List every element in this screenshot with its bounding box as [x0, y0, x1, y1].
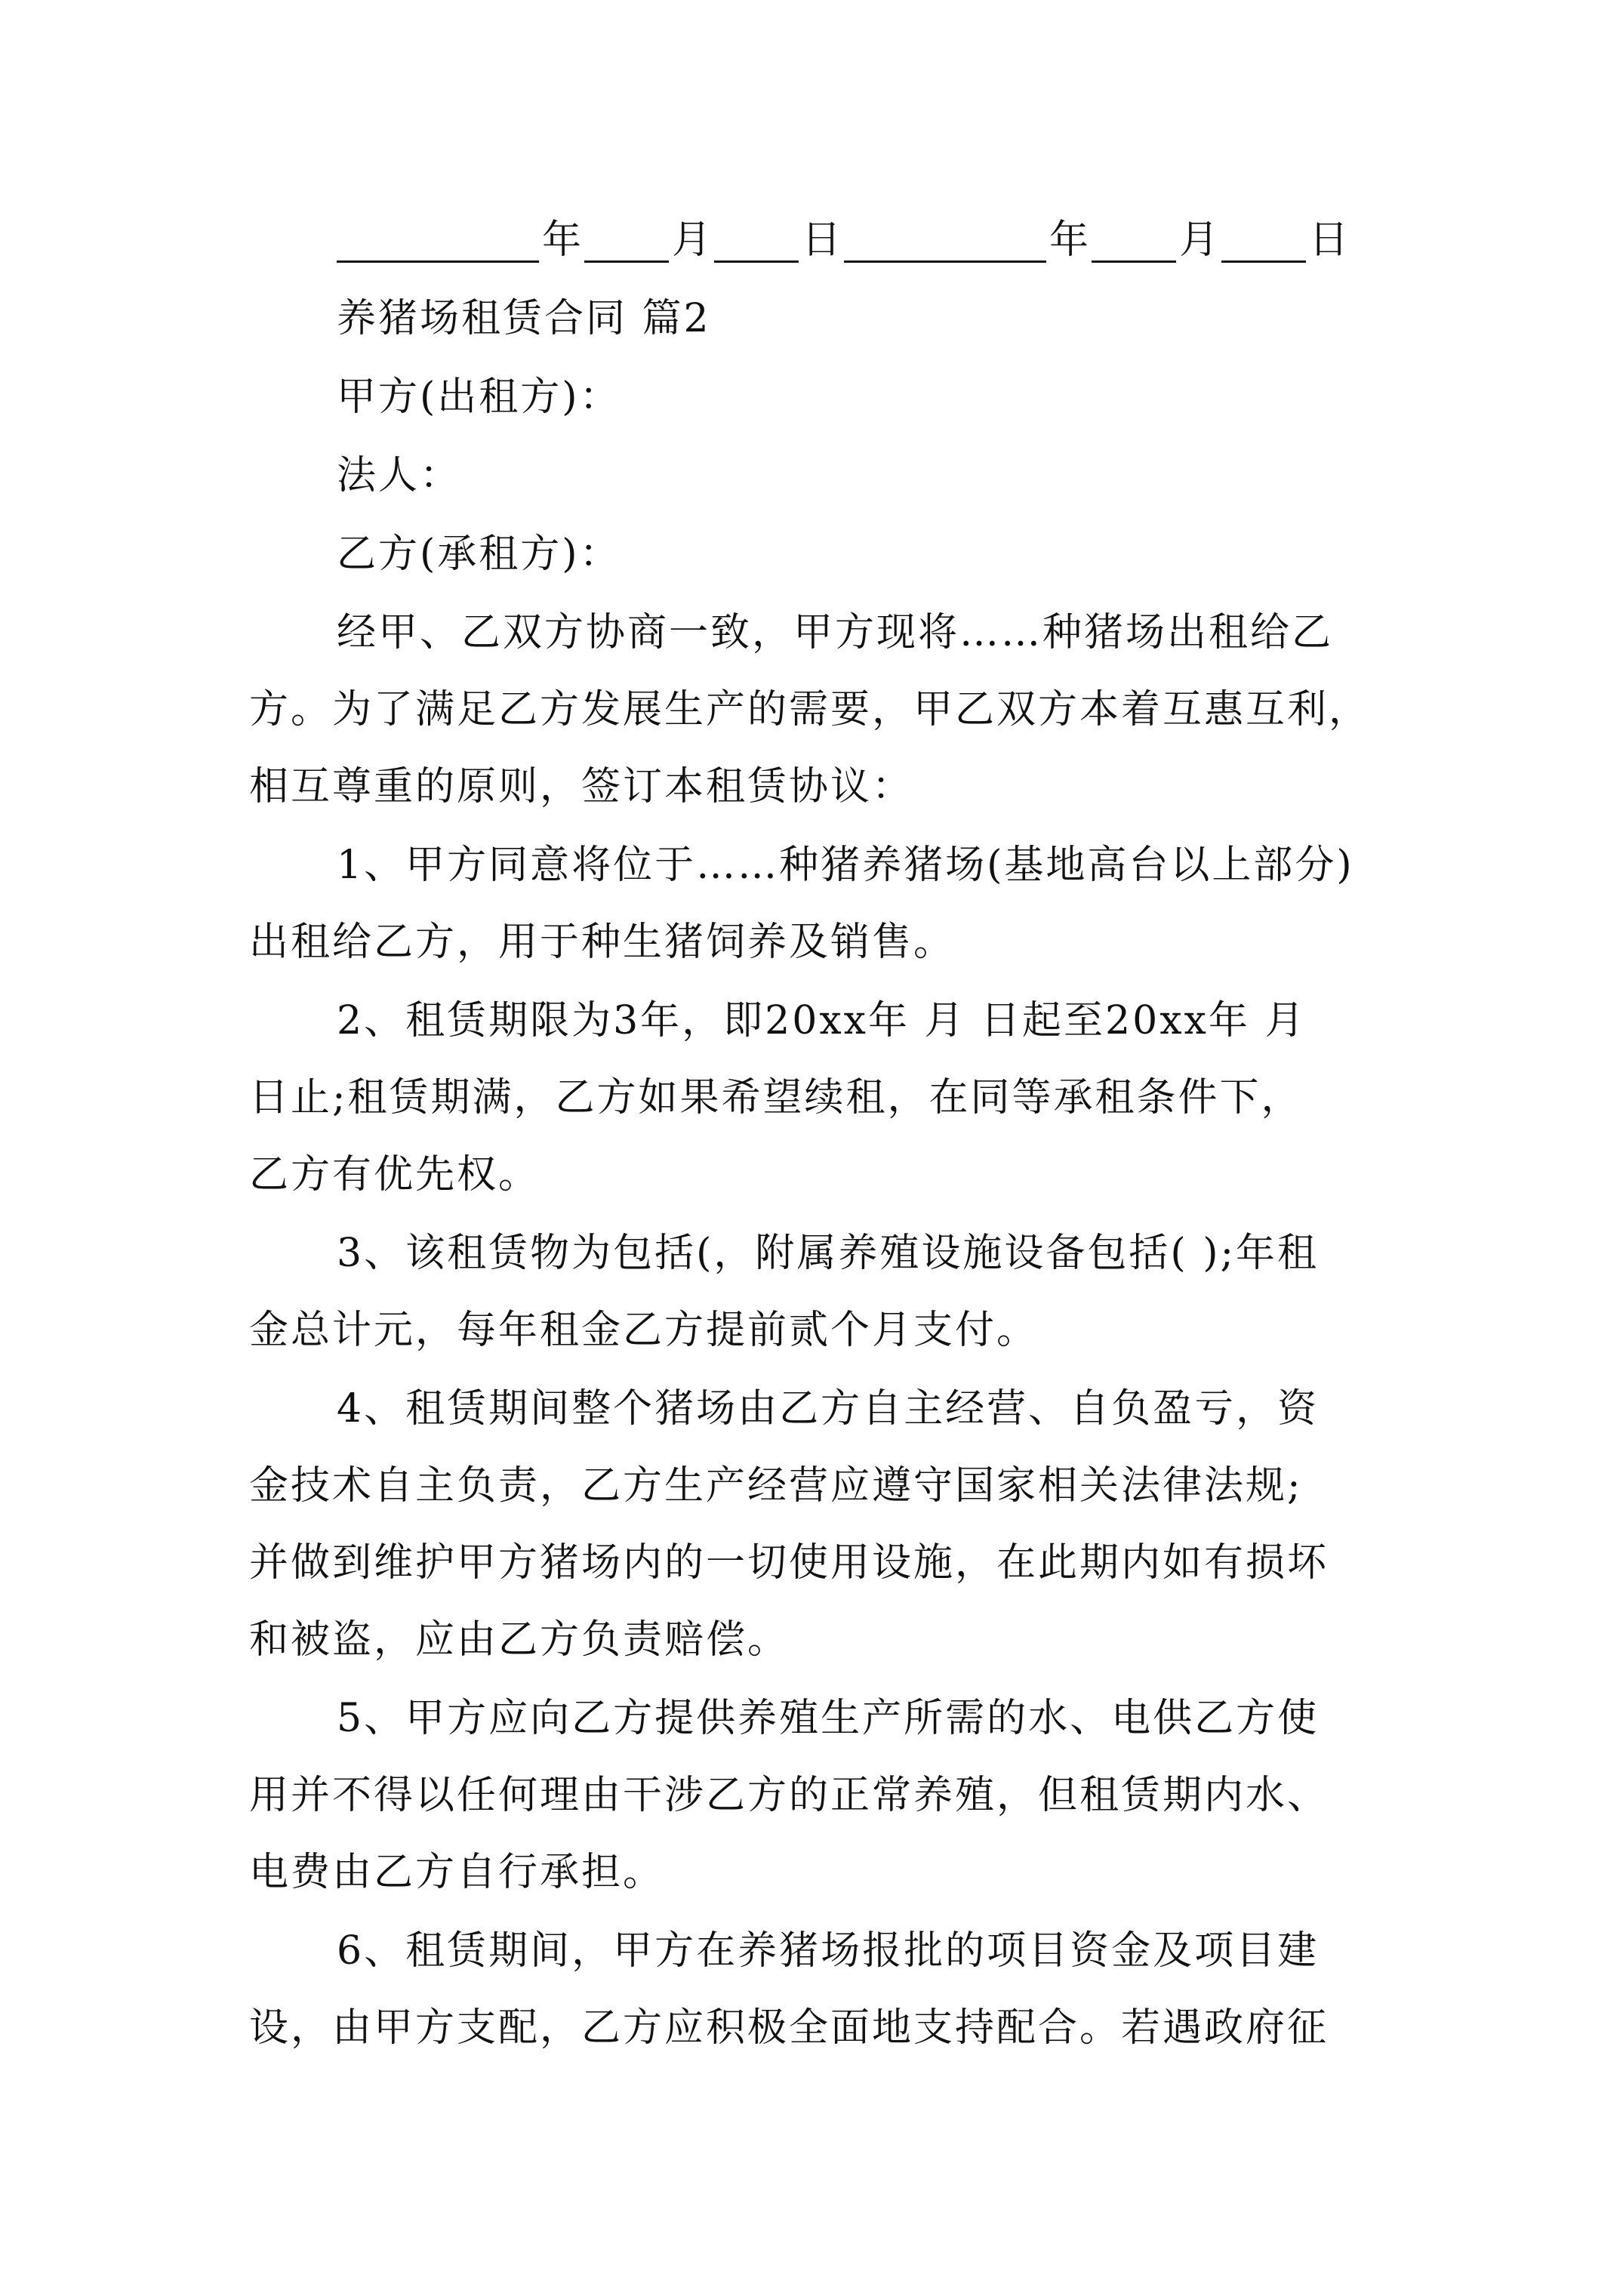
date-signature-line: [337, 217, 1351, 263]
month-blank-1: [584, 221, 669, 263]
clause-5-line: 电费由乙方自行承担。: [249, 1850, 665, 1895]
clause-2-line: 乙方有优先权。: [249, 1152, 540, 1197]
clause-6-line: 6、租赁期间，甲方在养猪场报批的项目资金及项目建: [337, 1928, 1320, 1974]
section-heading: 养猪场租赁合同 篇2: [337, 296, 711, 341]
month-label-2: 月: [1179, 217, 1219, 263]
year-label-2: 年: [1049, 217, 1089, 263]
lessee-label: 乙方(承租方)：: [337, 532, 621, 577]
clause-4-line: 4、租赁期间整个猪场由乙方自主经营、自负盈亏，资: [337, 1386, 1320, 1432]
clause-2-line: 日止;租赁期满，乙方如果希望续租，在同等承租条件下，: [249, 1075, 1303, 1120]
clause-4-line: 并做到维护甲方猪场内的一切使用设施，在此期内如有损坏: [249, 1540, 1329, 1586]
clause-1-line: 1、甲方同意将位于……种猪养猪场(基地高台以上部分): [337, 843, 1354, 888]
body-line: 相互尊重的原则，签订本租赁协议：: [249, 764, 914, 809]
day-label-2: 日: [1309, 217, 1349, 263]
day-label-1: 日: [802, 217, 842, 263]
legal-person-label: 法人：: [337, 453, 462, 498]
clause-2-line: 2、租赁期限为3年，即20xx年 月 日起至20xx年 月: [337, 998, 1307, 1043]
clause-3-line: 金总计元，每年租金乙方提前贰个月支付。: [249, 1308, 1039, 1353]
year-label-1: 年: [542, 217, 582, 263]
lessor-label: 甲方(出租方)：: [337, 374, 621, 420]
day-blank-1: [714, 221, 799, 263]
clause-4-line: 和被盗，应由乙方负责赔偿。: [249, 1617, 790, 1663]
clause-1-line: 出租给乙方，用于种生猪饲养及销售。: [249, 920, 956, 965]
month-blank-2: [1092, 221, 1176, 263]
month-label-1: 月: [672, 217, 712, 263]
clause-3-line: 3、该租赁物为包括(，附属养殖设施设备包括( );年租: [337, 1231, 1319, 1276]
body-line: 方。为了满足乙方发展生产的需要，甲乙双方本着互惠互利，: [249, 687, 1371, 732]
clause-5-line: 用并不得以任何理由干涉乙方的正常养殖，但租赁期内水、: [249, 1773, 1329, 1818]
day-blank-2: [1221, 221, 1306, 263]
clause-4-line: 金技术自主负责，乙方生产经营应遵守国家相关法律法规;: [249, 1463, 1303, 1509]
year-blank-2: [844, 221, 1046, 263]
clause-5-line: 5、甲方应向乙方提供养殖生产所需的水、电供乙方使: [337, 1696, 1320, 1741]
year-blank-1: [337, 221, 539, 263]
body-line: 经甲、乙双方协商一致，甲方现将……种猪场出租给乙: [337, 610, 1334, 655]
clause-6-line: 设，由甲方支配，乙方应积极全面地支持配合。若遇政府征: [249, 2005, 1329, 2051]
